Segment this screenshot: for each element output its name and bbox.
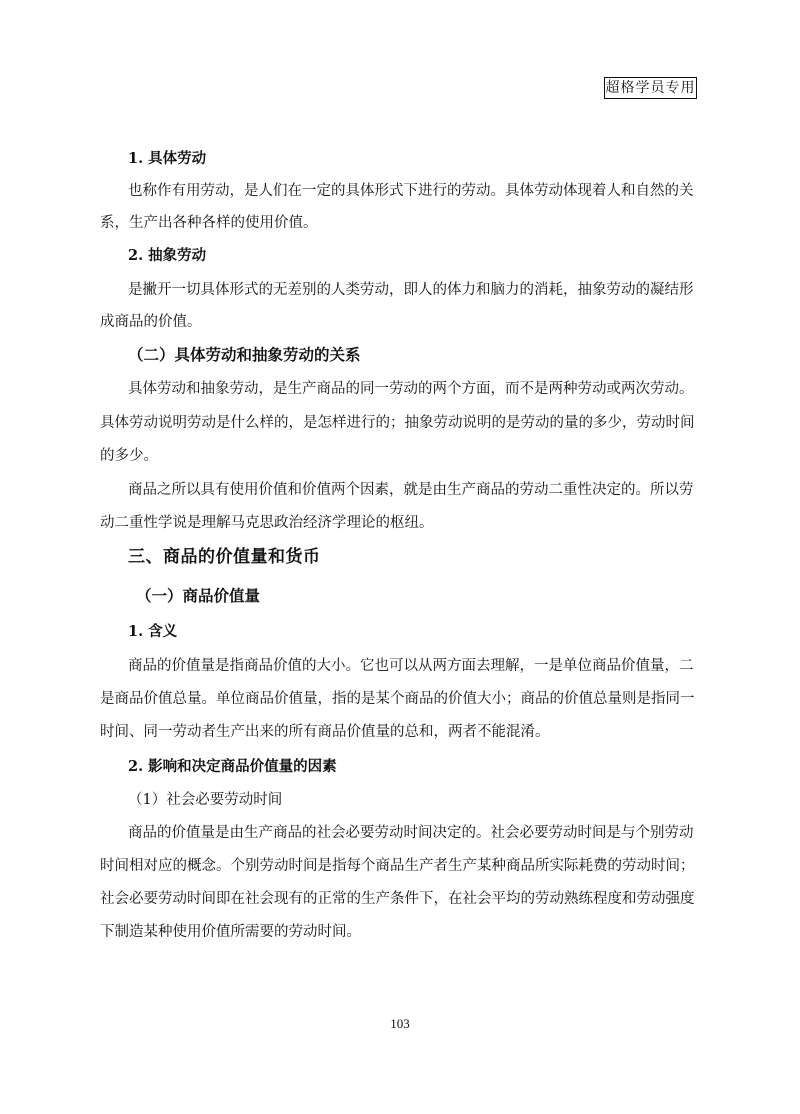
- paragraph-line: 系，生产出各种各样的使用价值。: [100, 215, 318, 231]
- subsection-heading-social-labor-time: （1）社会必要劳动时间: [128, 792, 283, 808]
- exclusive-use-stamp: 超格学员专用: [604, 77, 697, 99]
- paragraph-line: 是商品价值总量。单位商品价值量，指的是某个商品的价值大小；商品的价值总量则是指同一: [100, 691, 695, 707]
- paragraph-line: 商品的价值量是指商品价值的大小。它也可以从两方面去理解，一是单位商品价值量，二: [128, 658, 694, 674]
- paragraph-line: 下制造某种使用价值所需要的劳动时间。: [100, 924, 361, 940]
- paragraph-line: 社会必要劳动时间即在社会现有的正常的生产条件下，在社会平均的劳动熟练程度和劳动强度: [100, 891, 695, 907]
- paragraph-line: 商品的价值量是由生产商品的社会必要劳动时间决定的。社会必要劳动时间是与个别劳动: [128, 825, 694, 841]
- paragraph-line: 成商品的价值。: [100, 314, 202, 330]
- section-heading-concrete-labor: 1. 具体劳动: [128, 150, 207, 167]
- section-heading-factors: 2. 影响和决定商品价值量的因素: [128, 758, 337, 775]
- paragraph-line: 时间、同一劳动者生产出来的所有商品价值量的总和，两者不能混淆。: [100, 724, 550, 740]
- paragraph-line: 是撇开一切具体形式的无差别的人类劳动，即人的体力和脑力的消耗，抽象劳动的凝结形: [128, 282, 694, 298]
- paragraph-line: 商品之所以具有使用价值和价值两个因素，就是由生产商品的劳动二重性决定的。所以劳: [128, 482, 694, 498]
- paragraph-line: 时间相对应的概念。个别劳动时间是指每个商品生产者生产某种商品所实际耗费的劳动时间；: [100, 858, 695, 874]
- paragraph-line: 的多少。: [100, 448, 158, 464]
- page-number: 103: [390, 1016, 410, 1031]
- paragraph-line: 具体劳动和抽象劳动，是生产商品的同一劳动的两个方面，而不是两种劳动或两次劳动。: [128, 381, 694, 397]
- paragraph-line: 动二重性学说是理解马克思政治经济学理论的枢纽。: [100, 515, 434, 531]
- section-heading-value-quantity: （一）商品价值量: [136, 586, 261, 605]
- section-heading-relationship: （二）具体劳动和抽象劳动的关系: [128, 345, 361, 364]
- section-heading-definition: 1. 含义: [128, 623, 178, 640]
- paragraph-line: 具体劳动说明劳动是什么样的，是怎样进行的；抽象劳动说明的是劳动的量的多少，劳动时间: [100, 415, 695, 431]
- paragraph-line: 也称作有用劳动，是人们在一定的具体形式下进行的劳动。具体劳动体现着人和自然的关: [128, 183, 694, 199]
- part-heading-value-and-money: 三、商品的价值量和货币: [128, 547, 321, 567]
- section-heading-abstract-labor: 2. 抽象劳动: [128, 247, 207, 264]
